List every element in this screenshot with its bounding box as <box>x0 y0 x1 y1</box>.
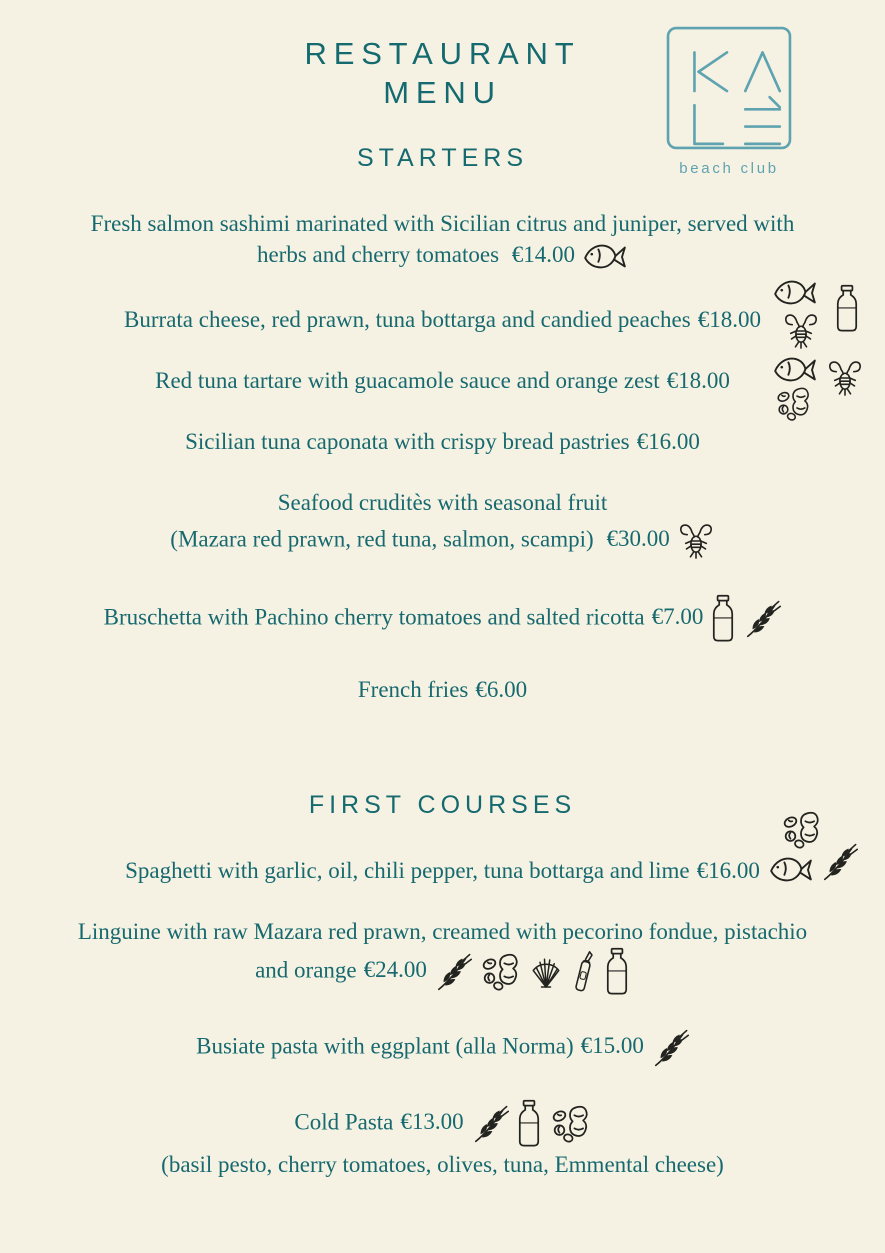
first-courses-list <box>28 855 858 1180</box>
allergen-icons <box>575 242 628 267</box>
wheat-icon <box>471 1103 509 1145</box>
title-line-2: MENU <box>383 75 502 110</box>
item-text: Burrata cheese, red prawn, tuna bottarga and candied peaches <box>124 306 691 332</box>
item-text: Spaghetti with garlic, oil, chili pepper, tuna bottarga and lime <box>125 857 690 883</box>
menu-item-spaghetti <box>28 855 858 886</box>
section-title-starters: STARTERS <box>356 144 529 172</box>
fish-icon <box>772 353 818 387</box>
lobster-icon <box>826 355 864 401</box>
item-text: Busiate pasta with eggplant (alla Norma) <box>196 1033 574 1058</box>
kale-logo-mark <box>666 26 792 152</box>
menu-item-busiate <box>28 1027 858 1069</box>
item-price: €16.00 <box>696 857 760 883</box>
milk-icon <box>604 947 630 997</box>
allergen-icons <box>427 957 630 982</box>
title-line-1: RESTAURANT <box>304 36 581 71</box>
item-text: Bruschetta with Pachino cherry tomatoes and salted ricotta <box>103 604 645 629</box>
menu-item-burrata <box>28 304 858 335</box>
milk-icon <box>710 594 736 644</box>
allergen-icons <box>703 604 781 629</box>
menu-item-seafood-crudites <box>28 487 858 564</box>
allergen-icons <box>644 1033 689 1058</box>
item-price: €16.00 <box>636 428 700 454</box>
kale-logo <box>666 26 792 177</box>
lobster-icon <box>782 308 820 354</box>
item-text: Linguine with raw Mazara red prawn, creamed with pecorino fondue, pistachio <box>77 918 808 944</box>
wheat-icon <box>743 598 781 640</box>
item-text: French fries <box>357 676 469 702</box>
item-text: (basil pesto, cherry tomatoes, olives, tuna, Emmental cheese) <box>161 1151 724 1177</box>
item-text: Red tuna tartare with guacamole sauce and orange zest <box>155 367 660 393</box>
item-text: (Mazara red prawn, red tuna, salmon, scampi) <box>170 526 600 551</box>
item-price: €30.00 <box>606 526 670 551</box>
starters-list <box>28 208 858 705</box>
wheat-icon <box>434 951 472 993</box>
item-price: €7.00 <box>651 604 704 629</box>
fish-icon <box>582 240 628 274</box>
wheat-icon <box>820 841 858 883</box>
menu-item-bruschetta <box>28 594 858 644</box>
item-text: herbs and cherry tomatoes <box>256 242 505 267</box>
fish-icon <box>772 276 818 310</box>
milk-icon <box>834 284 860 334</box>
menu-item-tuna-caponata <box>28 426 858 457</box>
menu-item-french-fries <box>28 674 858 705</box>
lobster-icon <box>677 518 715 564</box>
scallop-icon <box>528 953 564 991</box>
peanuts-icon <box>479 951 521 993</box>
menu-item-linguine <box>28 916 858 997</box>
item-price: €14.00 <box>511 242 576 267</box>
item-price: €6.00 <box>475 676 528 702</box>
section-title-first-courses: FIRST COURSES <box>308 790 577 819</box>
item-price: €18.00 <box>666 367 730 393</box>
peanuts-icon <box>549 1103 591 1145</box>
item-price: €13.00 <box>400 1109 464 1134</box>
allergen-icons <box>768 809 872 913</box>
peanuts-icon <box>774 385 812 423</box>
item-text: Sicilian tuna caponata with crispy bread pastries <box>185 428 630 454</box>
item-price: €15.00 <box>580 1033 644 1058</box>
item-text: and orange <box>255 957 357 982</box>
fish-icon <box>768 853 814 887</box>
item-price: €18.00 <box>697 306 761 332</box>
allergen-icons <box>670 526 715 551</box>
wheat-icon <box>651 1027 689 1069</box>
item-text: Fresh salmon sashimi marinated with Sicilian citrus and juniper, served with <box>90 211 795 236</box>
menu-item-cold-pasta <box>28 1099 858 1180</box>
mustard-icon <box>571 949 597 995</box>
allergen-icons <box>772 276 872 376</box>
allergen-icons <box>464 1109 591 1134</box>
item-text: Cold Pasta <box>294 1109 394 1134</box>
menu-item-salmon-sashimi <box>28 208 858 274</box>
item-price: €24.00 <box>363 957 427 982</box>
logo-subtitle: beach club <box>679 160 779 177</box>
menu-item-tuna-tartare <box>28 365 858 396</box>
item-text: Seafood cruditès with seasonal fruit <box>277 489 608 515</box>
milk-icon <box>516 1099 542 1149</box>
